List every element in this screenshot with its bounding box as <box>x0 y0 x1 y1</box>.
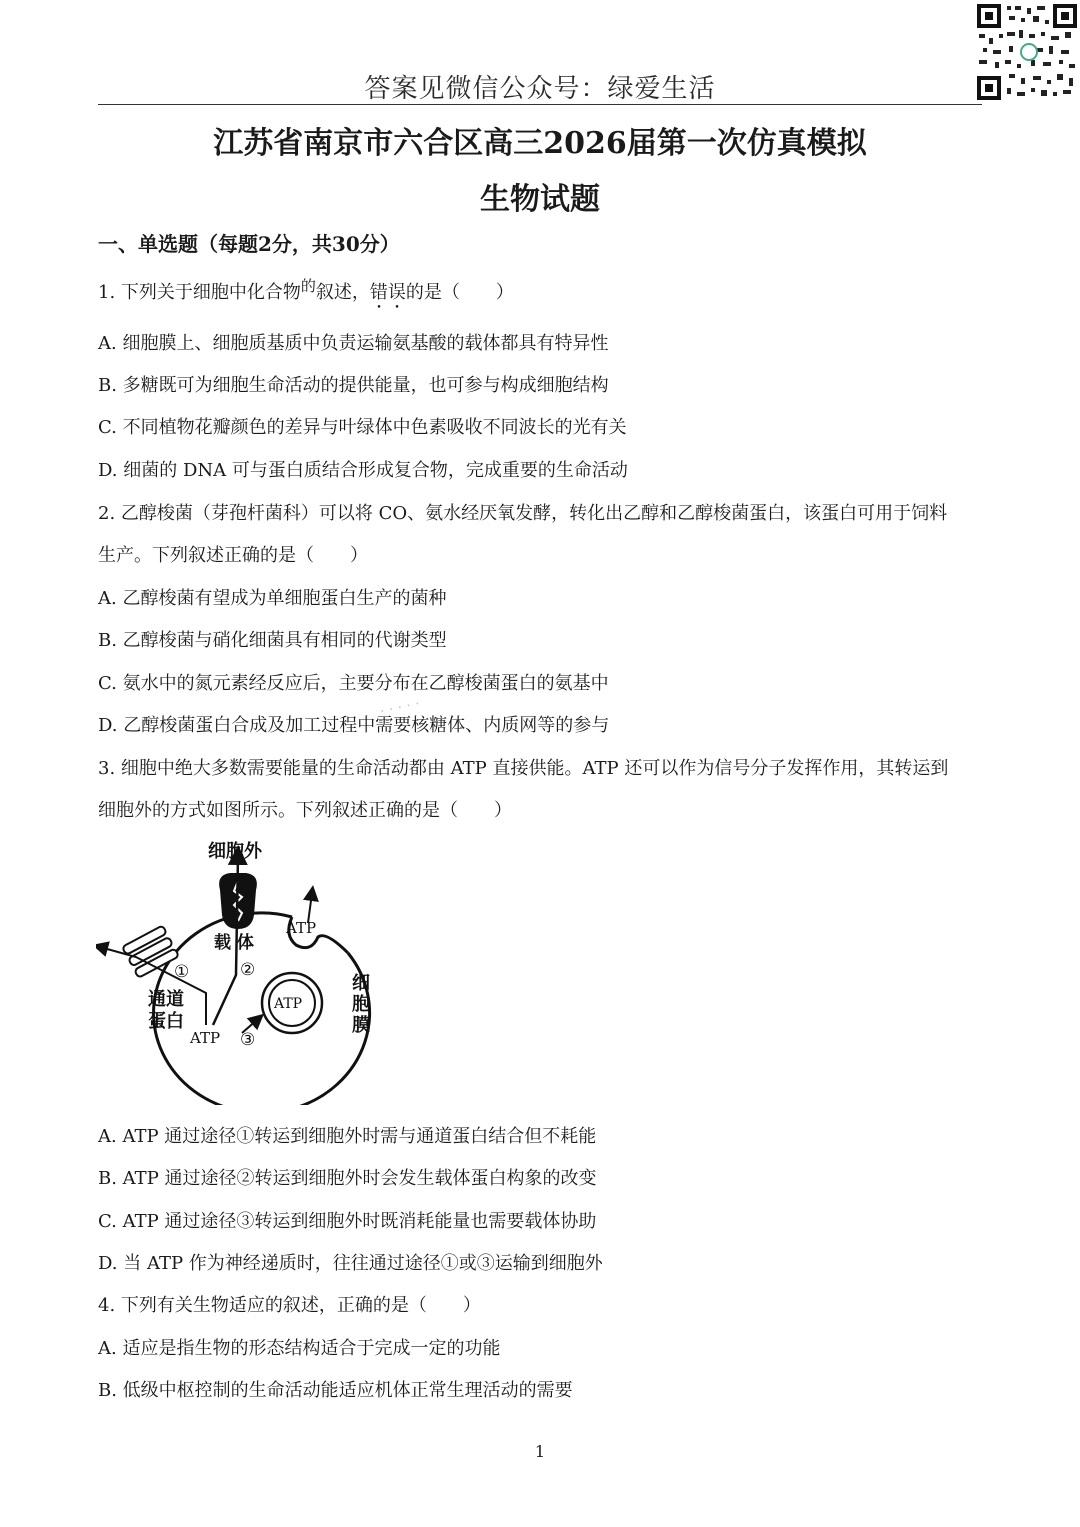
label-path-3: ③ <box>240 1030 256 1050</box>
question-1-option-a: A. 细胞膜上、细胞质基质中负责运输氨基酸的载体都具有特异性 <box>98 333 609 354</box>
label-atp-vesicle: ATP <box>274 996 303 1012</box>
label-carrier: 载 体 <box>214 933 254 953</box>
question-1-stem <box>98 278 514 313</box>
channel-protein-shape <box>122 925 179 977</box>
header-divider <box>98 104 982 105</box>
label-membrane-1: 细 <box>352 973 370 994</box>
question-4-option-b: B. 低级中枢控制的生命活动能适应机体正常生理活动的需要 <box>98 1380 573 1401</box>
label-path-1: ① <box>174 962 190 982</box>
question-1-option-b: B. 多糖既可为细胞生命活动的提供能量，也可参与构成细胞结构 <box>98 375 609 396</box>
question-3-option-c: C. ATP 通过途径③转运到细胞外时既消耗能量也需要载体协助 <box>98 1211 597 1232</box>
label-channel-1: 通道 <box>148 989 184 1010</box>
question-3-option-d: D. 当 ATP 作为神经递质时，往往通过途径①或③运输到细胞外 <box>98 1253 603 1274</box>
question-2-option-c: C. 氨水中的氮元素经反应后，主要分布在乙醇梭菌蛋白的氨基中 <box>98 673 609 694</box>
question-2-option-d: D. 乙醇梭菌蛋白合成及加工过程中需要核糖体、内质网等的参与 <box>98 715 610 736</box>
exam-subtitle: 生物试题 <box>480 182 600 217</box>
question-1-option-c: C. 不同植物花瓣颜色的差异与叶绿体中色素吸收不同波长的光有关 <box>98 417 627 438</box>
question-2-stem-line1: 2. 乙醇梭菌（芽孢杆菌科）可以将 CO、氨水经厌氧发酵，转化出乙醇和乙醇梭菌蛋白，该蛋白可用于饲料 <box>98 503 948 524</box>
label-membrane-3: 膜 <box>352 1015 370 1036</box>
question-2-option-b: B. 乙醇梭菌与硝化细菌具有相同的代谢类型 <box>98 630 447 651</box>
atp-transport-diagram <box>96 835 386 1105</box>
question-3-option-b: B. ATP 通过途径②转运到细胞外时会发生载体蛋白构象的改变 <box>98 1168 597 1189</box>
label-membrane-2: 胞 <box>352 994 370 1015</box>
label-atp-cytosol: ATP <box>190 1029 221 1047</box>
question-1-stem-part1: 1. 下列关于细胞中化合物 <box>98 282 301 303</box>
question-1-stem-small: 的 <box>300 277 316 295</box>
label-atp-exocytosed: ATP <box>286 919 317 937</box>
watermark: · · · · · <box>378 696 422 720</box>
question-1-stem-part2: 叙述， <box>315 282 370 303</box>
question-1-option-d: D. 细菌的 DNA 可与蛋白质结合形成复合物，完成重要的生命活动 <box>98 460 628 481</box>
page-number: 1 <box>534 1442 546 1461</box>
question-2-stem-line2: 生产。下列叙述正确的是（ ） <box>98 545 368 566</box>
question-2-option-a: A. 乙醇梭菌有望成为单细胞蛋白生产的菌种 <box>98 588 447 609</box>
label-path-2: ② <box>240 960 256 980</box>
question-1-stem-emphasis: 错误 <box>369 282 406 303</box>
question-3-stem-line2: 细胞外的方式如图所示。下列叙述正确的是（ ） <box>98 800 512 821</box>
question-3-option-a: A. ATP 通过途径①转运到细胞外时需与通道蛋白结合但不耗能 <box>98 1126 597 1147</box>
label-channel-2: 蛋白 <box>148 1011 184 1032</box>
question-4-stem: 4. 下列有关生物适应的叙述，正确的是（ ） <box>98 1295 481 1316</box>
label-outside: 细胞外 <box>208 841 262 862</box>
question-4-option-a: A. 适应是指生物的形态结构适合于完成一定的功能 <box>98 1338 501 1359</box>
header-notice: 答案见微信公众号：绿爱生活 <box>364 74 716 104</box>
exam-title: 江苏省南京市六合区高三2026届第一次仿真模拟 <box>213 126 867 161</box>
question-1-stem-part3: 的是（ ） <box>405 282 514 303</box>
question-3-stem-line1: 3. 细胞中绝大多数需要能量的生命活动都由 ATP 直接供能。ATP 还可以作为信号分子发挥作用，其转运到 <box>98 758 949 779</box>
section-heading: 一、单选题（每题2分，共30分） <box>98 232 400 256</box>
